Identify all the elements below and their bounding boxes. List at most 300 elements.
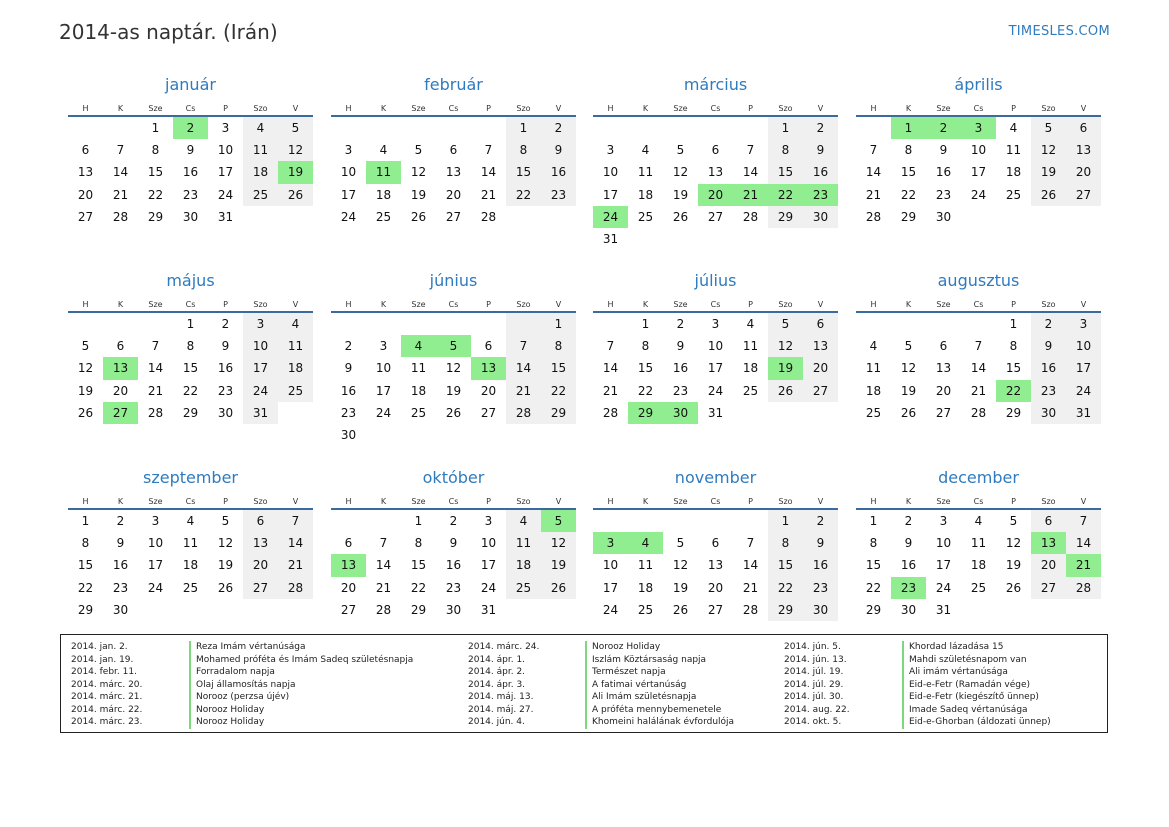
weekday-header: Sze: [138, 297, 173, 312]
day-cell: 26: [672, 602, 689, 617]
holiday-day-cell: 1: [891, 116, 926, 139]
day-cell: 17: [602, 187, 619, 202]
empty-day-cell: [628, 116, 663, 139]
day-cell: 2: [803, 116, 838, 139]
weekday-header: V: [278, 297, 313, 312]
day-cell: 24: [1066, 380, 1101, 402]
day-cell: 8: [506, 139, 541, 161]
day-cell: 27: [445, 209, 462, 224]
day-cell: 28: [375, 602, 392, 617]
holiday-name: Eid-e-Fetr (kiegészítő ünnep): [909, 692, 1039, 702]
day-cell: 8: [186, 339, 195, 354]
day-cell: 19: [77, 383, 94, 398]
day-cell: 12: [217, 536, 234, 551]
day-cell: 8: [151, 143, 160, 158]
empty-day-cell: [1066, 206, 1101, 228]
holiday-name: Norooz Holiday: [196, 704, 265, 715]
weekday-header: Cs: [698, 494, 733, 509]
day-cell: 25: [506, 577, 541, 599]
holiday-day-cell: 11: [366, 161, 401, 183]
holiday-day-cell: 3: [593, 532, 628, 554]
month-name: augusztus: [937, 271, 1020, 290]
weekday-header: K: [891, 101, 926, 116]
day-cell: 21: [375, 580, 392, 595]
day-cell: 19: [410, 187, 427, 202]
holiday-dates-column-2: [468, 641, 539, 729]
empty-day-cell: [331, 312, 366, 335]
day-cell: 2: [1031, 312, 1066, 335]
weekday-header: Sze: [663, 101, 698, 116]
day-cell: 11: [1005, 143, 1022, 158]
day-cell: 15: [768, 161, 803, 183]
day-cell: 28: [865, 209, 882, 224]
day-cell: 6: [81, 143, 90, 158]
day-cell: 20: [243, 554, 278, 576]
day-cell: 31: [480, 602, 497, 617]
empty-day-cell: [698, 116, 733, 139]
empty-day-cell: [961, 599, 996, 621]
holiday-date: 2014. júl. 29.: [784, 679, 844, 690]
day-cell: 24: [970, 187, 987, 202]
day-cell: 15: [77, 558, 94, 573]
day-cell: 16: [217, 361, 234, 376]
month-5: [331, 271, 576, 446]
empty-day-cell: [506, 599, 541, 621]
month-grid: [331, 297, 576, 446]
holiday-day-cell: 22: [768, 184, 803, 206]
weekday-header: P: [208, 297, 243, 312]
holiday-date: 2014. jún. 4.: [468, 717, 525, 727]
day-cell: 20: [1031, 554, 1066, 576]
day-cell: 14: [742, 558, 759, 573]
empty-day-cell: [628, 228, 663, 250]
empty-day-cell: [103, 312, 138, 335]
holiday-day-cell: 3: [961, 116, 996, 139]
weekday-header: P: [471, 101, 506, 116]
holiday-day-cell: 19: [768, 357, 803, 379]
day-cell: 3: [344, 143, 353, 158]
day-cell: 28: [480, 209, 497, 224]
day-cell: 13: [445, 165, 462, 180]
day-cell: 3: [379, 339, 388, 354]
holiday-date: 2014. jún. 13.: [784, 654, 847, 665]
day-cell: 2: [803, 509, 838, 532]
holiday-name: Ali imám vértanúsága: [909, 667, 1008, 677]
month-name: június: [429, 271, 478, 290]
day-cell: 20: [707, 580, 724, 595]
day-cell: 23: [217, 383, 234, 398]
day-cell: 20: [77, 187, 94, 202]
month-name: július: [694, 271, 737, 290]
empty-day-cell: [471, 116, 506, 139]
holiday-day-cell: 13: [471, 357, 506, 379]
day-cell: 2: [904, 514, 913, 529]
day-cell: 12: [672, 558, 689, 573]
day-cell: 31: [1066, 402, 1101, 424]
day-cell: 3: [711, 317, 720, 332]
day-cell: 2: [449, 514, 458, 529]
weekday-header: H: [68, 494, 103, 509]
month-name: október: [422, 468, 485, 487]
day-cell: 16: [672, 361, 689, 376]
day-cell: 11: [182, 536, 199, 551]
day-cell: 8: [768, 532, 803, 554]
weekday-header: Cs: [961, 101, 996, 116]
month-1: [331, 75, 576, 228]
day-cell: 22: [410, 580, 427, 595]
day-cell: 25: [243, 184, 278, 206]
day-cell: 18: [410, 383, 427, 398]
day-cell: 27: [340, 602, 357, 617]
month-grid: [593, 297, 838, 424]
weekday-header: Szo: [506, 101, 541, 116]
weekday-header: K: [103, 101, 138, 116]
day-cell: 19: [217, 558, 234, 573]
weekday-header: P: [996, 494, 1031, 509]
month-grid: [68, 101, 313, 228]
holiday-date: 2014. márc. 23.: [71, 717, 143, 727]
empty-day-cell: [628, 509, 663, 532]
day-cell: 3: [151, 514, 160, 529]
day-cell: 25: [637, 209, 654, 224]
weekday-header: V: [278, 101, 313, 116]
empty-day-cell: [103, 116, 138, 139]
empty-day-cell: [996, 599, 1031, 621]
weekday-header: P: [471, 494, 506, 509]
weekday-header: Sze: [926, 101, 961, 116]
holiday-date: 2014. márc. 24.: [468, 642, 540, 652]
day-cell: 20: [803, 357, 838, 379]
day-cell: 17: [375, 383, 392, 398]
weekday-header: K: [628, 297, 663, 312]
day-cell: 10: [935, 536, 952, 551]
holiday-name: Norooz Holiday: [592, 642, 661, 652]
day-cell: 12: [1005, 536, 1022, 551]
day-cell: 3: [1066, 312, 1101, 335]
day-cell: 11: [742, 339, 759, 354]
empty-day-cell: [506, 424, 541, 446]
day-cell: 18: [865, 383, 882, 398]
weekday-header: H: [856, 494, 891, 509]
empty-day-cell: [733, 402, 768, 424]
weekday-header: V: [803, 297, 838, 312]
holiday-day-cell: 29: [628, 402, 663, 424]
weekday-header: H: [331, 297, 366, 312]
month-grid: [856, 494, 1101, 621]
weekday-header: H: [593, 101, 628, 116]
day-cell: 21: [147, 383, 164, 398]
day-cell: 20: [480, 383, 497, 398]
day-cell: 8: [768, 139, 803, 161]
empty-day-cell: [366, 312, 401, 335]
weekday-header: P: [996, 297, 1031, 312]
day-cell: 26: [672, 209, 689, 224]
day-cell: 30: [1031, 402, 1066, 424]
empty-day-cell: [891, 312, 926, 335]
holiday-day-cell: 24: [593, 206, 628, 228]
weekday-header: Szo: [1031, 101, 1066, 116]
day-cell: 10: [602, 165, 619, 180]
day-cell: 27: [1066, 184, 1101, 206]
month-name: március: [683, 75, 748, 94]
day-cell: 9: [803, 532, 838, 554]
holiday-day-cell: 20: [698, 184, 733, 206]
weekday-header: P: [471, 297, 506, 312]
holiday-name: Mahdi születésnapom van: [909, 654, 1027, 665]
weekday-header: Cs: [961, 297, 996, 312]
holiday-name: Reza Imám vértanúsága: [196, 642, 306, 652]
month-8: [68, 468, 313, 621]
weekday-header: Sze: [401, 101, 436, 116]
empty-day-cell: [961, 206, 996, 228]
day-cell: 2: [116, 514, 125, 529]
day-cell: 9: [541, 139, 576, 161]
day-cell: 27: [803, 380, 838, 402]
weekday-header: Cs: [961, 494, 996, 509]
day-cell: 23: [445, 580, 462, 595]
empty-day-cell: [366, 116, 401, 139]
day-cell: 13: [707, 165, 724, 180]
holiday-date: 2014. júl. 19.: [784, 667, 844, 677]
holiday-names-column-1: [189, 641, 413, 729]
weekday-header: K: [628, 494, 663, 509]
empty-day-cell: [768, 402, 803, 424]
day-cell: 17: [217, 165, 234, 180]
day-cell: 11: [637, 558, 654, 573]
day-cell: 4: [379, 143, 388, 158]
day-cell: 26: [278, 184, 313, 206]
day-cell: 12: [541, 532, 576, 554]
day-cell: 6: [243, 509, 278, 532]
day-cell: 24: [147, 580, 164, 595]
month-grid: [856, 297, 1101, 424]
day-cell: 8: [414, 536, 423, 551]
day-cell: 27: [1031, 577, 1066, 599]
empty-day-cell: [471, 312, 506, 335]
weekday-header: Szo: [768, 101, 803, 116]
day-cell: 27: [707, 602, 724, 617]
holiday-day-cell: 13: [103, 357, 138, 379]
day-cell: 5: [676, 536, 685, 551]
empty-day-cell: [663, 228, 698, 250]
day-cell: 14: [278, 532, 313, 554]
day-cell: 18: [637, 187, 654, 202]
day-cell: 28: [602, 405, 619, 420]
day-cell: 14: [1066, 532, 1101, 554]
day-cell: 23: [935, 187, 952, 202]
month-grid: [68, 494, 313, 621]
weekday-header: V: [803, 494, 838, 509]
day-cell: 26: [217, 580, 234, 595]
day-cell: 24: [217, 187, 234, 202]
day-cell: 17: [147, 558, 164, 573]
day-cell: 29: [768, 599, 803, 621]
month-grid: [331, 101, 576, 228]
weekday-header: K: [366, 494, 401, 509]
weekday-header: P: [733, 494, 768, 509]
day-cell: 9: [449, 536, 458, 551]
holiday-day-cell: 23: [891, 577, 926, 599]
day-cell: 11: [637, 165, 654, 180]
day-cell: 8: [1009, 339, 1018, 354]
holiday-date: 2014. jan. 19.: [71, 654, 134, 665]
holiday-day-cell: 27: [103, 402, 138, 424]
day-cell: 6: [449, 143, 458, 158]
weekday-header: Szo: [768, 297, 803, 312]
empty-day-cell: [733, 509, 768, 532]
day-cell: 10: [1066, 335, 1101, 357]
day-cell: 16: [1031, 357, 1066, 379]
empty-day-cell: [698, 509, 733, 532]
day-cell: 26: [445, 405, 462, 420]
day-cell: 18: [742, 361, 759, 376]
month-grid: [593, 494, 838, 621]
weekday-header: Sze: [663, 297, 698, 312]
empty-day-cell: [278, 402, 313, 424]
day-cell: 27: [243, 577, 278, 599]
empty-day-cell: [138, 599, 173, 621]
day-cell: 5: [1031, 116, 1066, 139]
day-cell: 2: [221, 317, 230, 332]
day-cell: 6: [1066, 116, 1101, 139]
weekday-header: V: [1066, 297, 1101, 312]
holiday-name: A fatimai vértanúság: [592, 679, 687, 690]
month-6: [593, 271, 838, 424]
weekday-header: H: [593, 297, 628, 312]
empty-day-cell: [436, 424, 471, 446]
weekday-header: H: [593, 494, 628, 509]
holiday-list: [60, 634, 1108, 733]
day-cell: 10: [147, 536, 164, 551]
day-cell: 16: [340, 383, 357, 398]
day-cell: 16: [445, 558, 462, 573]
holiday-date: 2014. aug. 22.: [784, 704, 850, 715]
empty-day-cell: [243, 599, 278, 621]
day-cell: 16: [803, 161, 838, 183]
day-cell: 20: [935, 383, 952, 398]
weekday-header: Cs: [173, 101, 208, 116]
empty-day-cell: [506, 312, 541, 335]
weekday-header: Sze: [401, 494, 436, 509]
holiday-dates-column-3: [784, 641, 850, 729]
day-cell: 7: [606, 339, 615, 354]
day-cell: 13: [803, 335, 838, 357]
day-cell: 16: [182, 165, 199, 180]
day-cell: 28: [506, 402, 541, 424]
day-cell: 30: [112, 602, 129, 617]
empty-day-cell: [803, 228, 838, 250]
weekday-header: K: [103, 297, 138, 312]
weekday-header: H: [68, 101, 103, 116]
empty-day-cell: [208, 599, 243, 621]
holiday-day-cell: 2: [173, 116, 208, 139]
day-cell: 21: [602, 383, 619, 398]
day-cell: 18: [637, 580, 654, 595]
day-cell: 1: [81, 514, 90, 529]
day-cell: 5: [81, 339, 90, 354]
holiday-name: Olaj államosítás napja: [196, 679, 296, 690]
day-cell: 23: [112, 580, 129, 595]
weekday-header: K: [891, 494, 926, 509]
weekday-header: Cs: [173, 494, 208, 509]
weekday-header: Sze: [138, 101, 173, 116]
day-cell: 9: [344, 361, 353, 376]
empty-day-cell: [541, 206, 576, 228]
day-cell: 28: [742, 602, 759, 617]
day-cell: 18: [375, 187, 392, 202]
day-cell: 7: [379, 536, 388, 551]
day-cell: 10: [707, 339, 724, 354]
empty-day-cell: [663, 116, 698, 139]
day-cell: 14: [742, 165, 759, 180]
day-cell: 28: [278, 577, 313, 599]
empty-day-cell: [436, 312, 471, 335]
day-cell: 15: [506, 161, 541, 183]
day-cell: 4: [278, 312, 313, 335]
day-cell: 6: [803, 312, 838, 335]
day-cell: 30: [803, 206, 838, 228]
day-cell: 1: [506, 116, 541, 139]
weekday-header: Cs: [698, 297, 733, 312]
day-cell: 12: [445, 361, 462, 376]
day-cell: 12: [672, 165, 689, 180]
day-cell: 3: [606, 143, 615, 158]
day-cell: 4: [869, 339, 878, 354]
weekday-header: V: [1066, 101, 1101, 116]
holiday-name: Mohamed próféta és Imám Sadeq születésnapja: [196, 654, 414, 665]
day-cell: 4: [1009, 121, 1018, 136]
day-cell: 14: [375, 558, 392, 573]
day-cell: 12: [900, 361, 917, 376]
day-cell: 8: [541, 335, 576, 357]
day-cell: 29: [77, 602, 94, 617]
day-cell: 28: [147, 405, 164, 420]
day-cell: 29: [147, 209, 164, 224]
day-cell: 21: [506, 380, 541, 402]
day-cell: 10: [970, 143, 987, 158]
day-cell: 21: [970, 383, 987, 398]
month-10: [593, 468, 838, 621]
day-cell: 23: [803, 577, 838, 599]
holiday-day-cell: 23: [803, 184, 838, 206]
weekday-header: Szo: [506, 494, 541, 509]
day-cell: 10: [602, 558, 619, 573]
month-grid: [331, 494, 576, 621]
day-cell: 25: [410, 405, 427, 420]
day-cell: 4: [186, 514, 195, 529]
day-cell: 21: [278, 554, 313, 576]
holiday-name: Eid-e-Fetr (Ramadán vége): [909, 679, 1031, 690]
day-cell: 28: [970, 405, 987, 420]
weekday-header: K: [366, 297, 401, 312]
day-cell: 1: [541, 312, 576, 335]
holiday-date: 2014. okt. 5.: [784, 717, 842, 727]
day-cell: 6: [939, 339, 948, 354]
day-cell: 30: [217, 405, 234, 420]
day-cell: 12: [410, 165, 427, 180]
day-cell: 15: [182, 361, 199, 376]
day-cell: 7: [506, 335, 541, 357]
empty-day-cell: [733, 228, 768, 250]
site-link[interactable]: TIMESLES.COM: [1008, 24, 1110, 39]
day-cell: 21: [112, 187, 129, 202]
weekday-header: Sze: [663, 494, 698, 509]
day-cell: 3: [221, 121, 230, 136]
holiday-names-column-3: [902, 641, 1051, 729]
month-0: [68, 75, 313, 228]
day-cell: 29: [900, 209, 917, 224]
day-cell: 14: [970, 361, 987, 376]
